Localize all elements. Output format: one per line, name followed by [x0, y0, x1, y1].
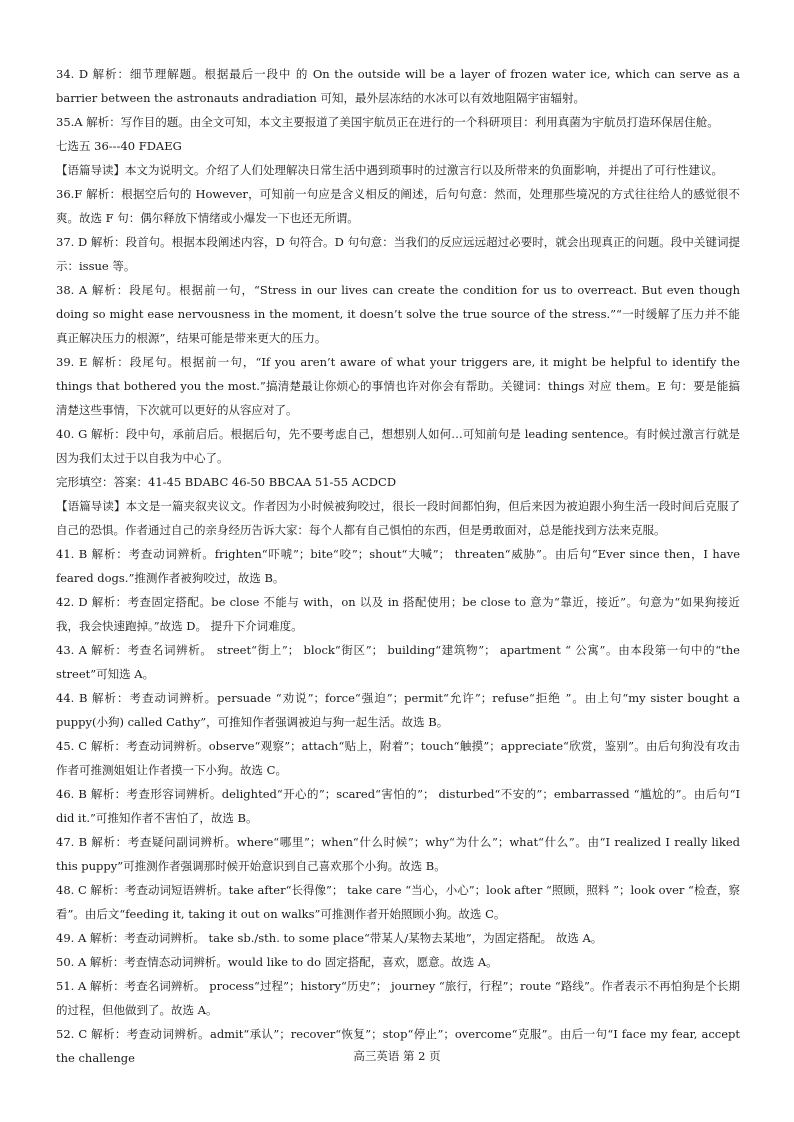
explanation-paragraph: 45. C 解析：考查动词辨析。observe“观察”；attach“贴上，附着”；touch“触摸”；appreciate“欣赏，鉴别”。由后句狗没有攻击作者可推测姐姐让作者摸一下小狗。故选 C。	[56, 739, 740, 777]
explanation-paragraph: 51. A 解析：考查名词辨析。 process“过程”；history“历史”； journey “旅行，行程”；route “路线”。作者表示不再怕狗是个长期的过程，但他做到了。故选 A。	[56, 979, 740, 1017]
explanation-paragraph: 34. D 解析：细节理解题。根据最后一段中 的 On the outside will be a layer of frozen water ice, which can serve as a barrier between the astronauts andradiation 可知，最外层冻结的水冰可以有效地阻隔宇宙辐射。	[56, 67, 740, 105]
explanation-paragraph: 46. B 解析：考查形容词辨析。delighted“开心的”；scared“害怕的”； disturbed“不安的”；embarrassed “尴尬的”。由后句“I did it.”可推知作者不害怕了，故选 B。	[56, 787, 740, 825]
explanation-paragraph: 47. B 解析：考查疑问副词辨析。where“哪里”；when“什么时候”；why“为什么”；what“什么”。由“I realized I really liked this puppy”可推测作者强调那时候开始意识到自己喜欢那个小狗。故选 B。	[56, 835, 740, 873]
explanation-paragraph: 49. A 解析：考查动词辨析。 take sb./sth. to some place“带某人/某物去某地”，为固定搭配。 故选 A。	[56, 931, 603, 945]
passage-guide: 【语篇导读】本文为说明文。介绍了人们处理解决日常生活中遇到琐事时的过激言行以及所带来的负面影响，并提出了可行性建议。	[56, 163, 723, 177]
answer-explanations	[56, 62, 740, 1070]
explanation-paragraph: 52. C 解析：考查动词辨析。admit“承认”；recover“恢复”；stop“停止”；overcome“克服”。由后一句“I face my fear, accept the challenge	[56, 1027, 740, 1065]
explanation-paragraph: 36.F 解析：根据空后句的 However，可知前一句应是含义相反的阐述，后句句意：然而，处理那些境况的方式往往给人的感觉很不爽。故选 F 句：偶尔释放下情绪或小爆发一下也还无所谓。	[56, 187, 740, 225]
explanation-paragraph: 40. G 解析：段中句，承前启后。根据后句，先不要考虑自己，想想别人如何…可知前句是 leading sentence。有时候过激言行就是因为我们太过于以自我为中心了。	[56, 427, 740, 465]
explanation-paragraph: 43. A 解析：考查名词辨析。 street“街上”； block“街区”； building“建筑物”； apartment “ 公寓”。由本段第一句中的“the street”可知选 A。	[56, 643, 740, 681]
section-heading: 完形填空：答案：41-45 BDABC 46-50 BBCAA 51-55 ACDCD	[56, 475, 397, 489]
page-footer: 高三英语 第 2 页	[353, 1049, 441, 1063]
explanation-paragraph: 48. C 解析：考查动词短语辨析。take after“长得像”； take care “当心，小心”；look after “照顾，照料 ”；look over “检查，察看”。由后文“feeding it, taking it out on walks”可推测作者开始照顾小狗。故选 C。	[56, 883, 740, 921]
explanation-paragraph: 35.A 解析：写作目的题。由全文可知，本文主要报道了美国宇航员正在进行的一个科研项目：利用真菌为宇航员打造环保居住舱。	[56, 115, 719, 129]
explanation-paragraph: 39. E 解析：段尾句。根据前一句，“If you aren’t aware of what your triggers are, it might be helpful to identify the things that bothered you the most.”搞清楚最让你烦心的事情也许对你会有帮助。关键词：things 对应 them。E 句：要是能搞清楚这些事情，下次就可以更好的从容应对了。	[56, 355, 740, 417]
explanation-paragraph: 50. A 解析：考查情态动词辨析。would like to do 固定搭配，喜欢，愿意。故选 A。	[56, 955, 498, 969]
explanation-paragraph: 37. D 解析：段首句。根据本段阐述内容，D 句符合。D 句句意：当我们的反应远远超过必要时，就会出现真正的问题。段中关键词提示：issue 等。	[56, 235, 740, 273]
section-heading: 七选五 36---40 FDAEG	[56, 139, 182, 153]
explanation-paragraph: 44. B 解析：考查动词辨析。persuade “劝说”；force“强迫”；permit“允许”；refuse“拒绝 ”。由上句“my sister bought a puppy(小狗) called Cathy”，可推知作者强调被迫与狗一起生活。故选 B。	[56, 691, 740, 729]
explanation-paragraph: 38. A 解析：段尾句。根据前一句，“Stress in our lives can create the condition for us to overreact. But even though doing so might ease nervousness in the moment, it doesn’t solve the true source of the stress.”“一时缓解了压力并不能真正解决压力的根源”，结果可能是带来更大的压力。	[56, 283, 740, 345]
passage-guide: 【语篇导读】本文是一篇夹叙夹议文。作者因为小时候被狗咬过，很长一段时间都怕狗，但后来因为被迫跟小狗生活一段时间后克服了自己的恐惧。作者通过自己的亲身经历告诉大家：每个人都有自己惧怕的东西，但是勇敢面对，总是能找到方法来克服。	[56, 499, 740, 537]
explanation-paragraph: 42. D 解析：考查固定搭配。be close 不能与 with，on 以及 in 搭配使用；be close to 意为“靠近，接近”。句意为“如果狗接近我，我会快速跑掉。”故选 D。 提升下介词难度。	[56, 595, 740, 633]
explanation-paragraph: 41. B 解析：考查动词辨析。frighten“吓唬”；bite“咬”；shout“大喊”； threaten“威胁”。由后句“Ever since then，I have feared dogs.”推测作者被狗咬过，故选 B。	[56, 547, 740, 585]
